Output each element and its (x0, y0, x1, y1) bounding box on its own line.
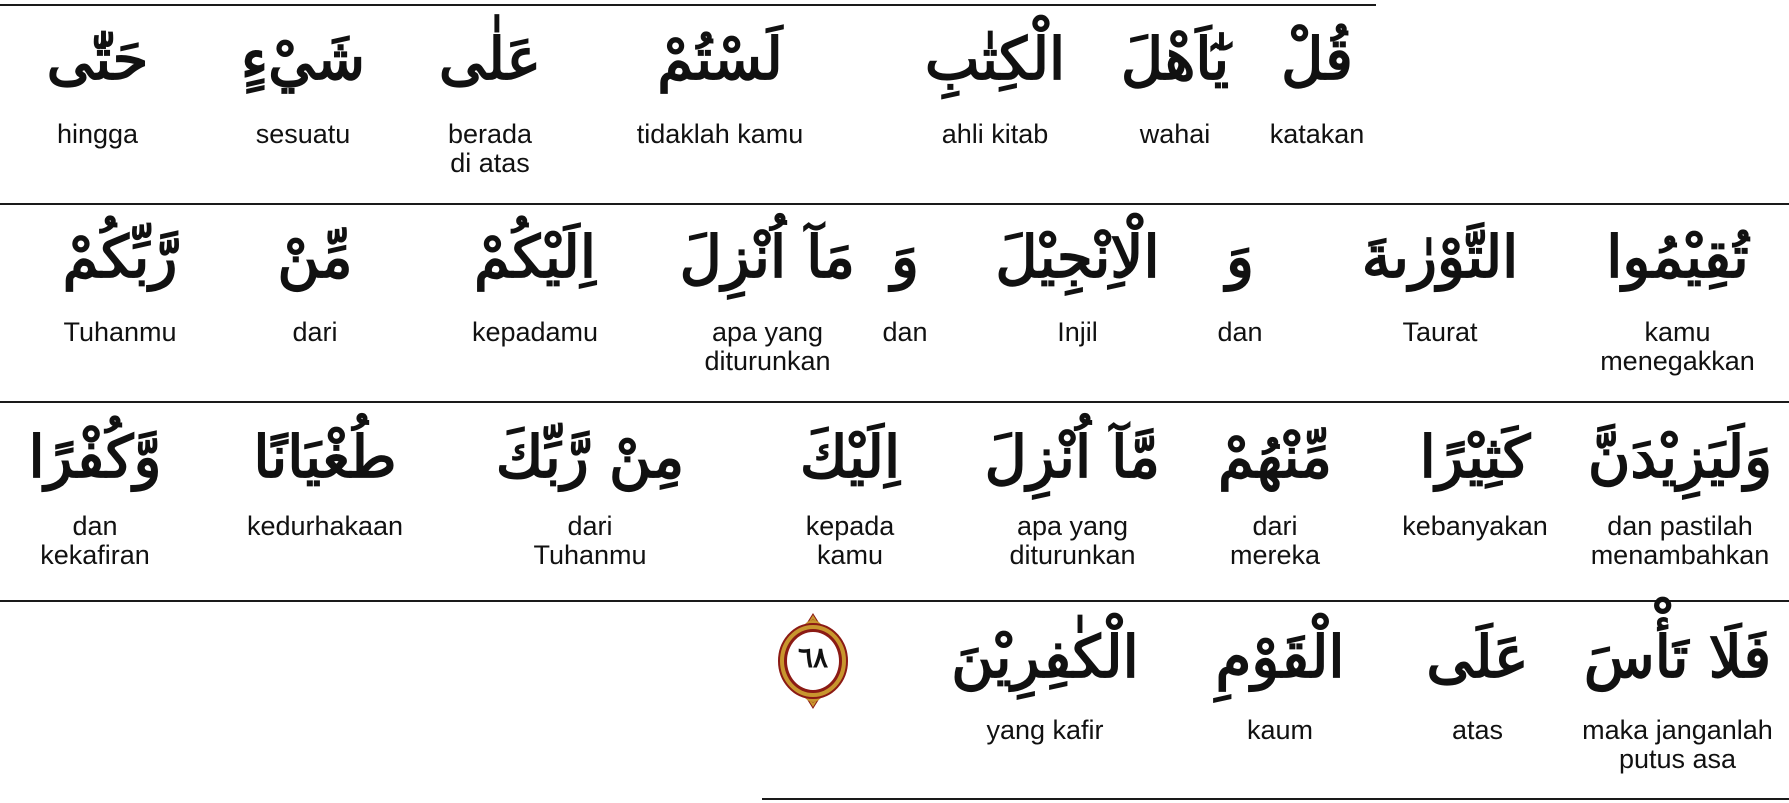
arabic-word: اِلَيْكُمْ (474, 223, 596, 291)
translation-text: atas (1451, 715, 1504, 745)
translation-text: dari (292, 317, 338, 347)
arabic-word: التَّوْرٰىةَ (1361, 223, 1519, 291)
word-cell (265, 223, 365, 347)
word-cell (420, 25, 560, 179)
translation-text: dari mereka (1229, 511, 1321, 571)
word-cell (620, 25, 820, 149)
arabic-word: الْكِتٰبِ (924, 25, 1066, 93)
word-cell (1252, 25, 1382, 149)
word-cell (1100, 25, 1250, 149)
arabic-word: مِّنْهُمْ (1218, 423, 1332, 491)
translation-text: Taurat (1402, 317, 1478, 347)
word-cell (1410, 623, 1545, 745)
word-cell (920, 623, 1170, 745)
arabic-word: وَّكُفْرًا (28, 423, 162, 491)
word-cell (490, 423, 690, 571)
arabic-word: رَّبِّكُمْ (62, 223, 178, 291)
word-cell (1570, 623, 1785, 775)
word-cell (679, 223, 855, 377)
word-cell (420, 223, 650, 347)
divider-top (0, 4, 1376, 6)
arabic-word: قُلْ (1281, 25, 1353, 93)
translation-text: kamu menegakkan (1600, 317, 1755, 377)
arabic-word: وَلَيَزِيْدَنَّ (1587, 423, 1773, 491)
word-cell (890, 25, 1100, 149)
translation-text: Injil (1057, 317, 1098, 347)
word-cell (865, 223, 945, 347)
arabic-word: طُغْيَانًا (253, 423, 397, 491)
arabic-word: شَيْءٍ (240, 25, 366, 93)
word-cell (235, 423, 415, 541)
arabic-word: تُقِيْمُوا (1606, 223, 1749, 291)
translation-text: kebanyakan (1402, 511, 1548, 541)
word-cell (30, 25, 165, 149)
divider-2 (0, 401, 1789, 403)
word-cell (1390, 423, 1560, 541)
arabic-word: فَلَا تَأْسَ (1583, 623, 1772, 691)
translation-text: hingga (56, 119, 139, 149)
verse-number: ٦٨ (797, 641, 829, 674)
word-cell (1195, 623, 1365, 745)
arabic-word: مَآ اُنْزِلَ (679, 223, 855, 291)
arabic-word: الْاِنْجِيْلَ (995, 223, 1160, 291)
arabic-word: يٰٓاَهْلَ (1120, 25, 1230, 93)
arabic-word: اِلَيْكَ (799, 423, 901, 491)
divider-3 (0, 600, 1789, 602)
arabic-word: وَ (890, 223, 919, 291)
arabic-word: وَ (1225, 223, 1254, 291)
translation-text: berada di atas (447, 119, 533, 179)
translation-text: apa yang diturunkan (704, 317, 831, 377)
translation-text: apa yang diturunkan (1009, 511, 1136, 571)
arabic-word: عَلٰى (438, 25, 542, 93)
word-cell (775, 423, 925, 571)
word-cell (1340, 223, 1540, 347)
arabic-word: لَسْتُمْ (657, 25, 783, 93)
word-cell (20, 423, 170, 571)
verse-end-marker (777, 612, 849, 710)
word-cell (984, 423, 1160, 571)
translation-text: kedurhakaan (246, 511, 404, 541)
word-cell (45, 223, 195, 347)
word-cell (1195, 423, 1355, 571)
arabic-word: عَلَى (1426, 623, 1529, 691)
word-cell (233, 25, 373, 149)
word-cell (1575, 423, 1785, 571)
translation-text: dan (882, 317, 928, 347)
translation-text: dan pastilah menambahkan (1590, 511, 1770, 571)
arabic-word: مَّآ اُنْزِلَ (984, 423, 1160, 491)
arabic-word: الْكٰفِرِيْنَ (951, 623, 1139, 691)
word-cell (1195, 223, 1285, 347)
word-cell (975, 223, 1180, 347)
translation-text: dan (1217, 317, 1263, 347)
arabic-word: كَثِيْرًا (1419, 423, 1531, 491)
arabic-word: مِنْ رَّبِّكَ (495, 423, 685, 491)
arabic-word: مِّنْ (277, 223, 353, 291)
translation-text: Tuhanmu (63, 317, 177, 347)
translation-text: dan kekafiran (40, 511, 150, 571)
translation-text: kepadamu (471, 317, 599, 347)
divider-bottom (762, 798, 1789, 800)
divider-1 (0, 203, 1789, 205)
translation-text: katakan (1269, 119, 1365, 149)
translation-text: ahli kitab (941, 119, 1049, 149)
translation-text: yang kafir (986, 715, 1104, 745)
translation-text: kepada kamu (805, 511, 895, 571)
arabic-word: الْقَوْمِ (1215, 623, 1345, 691)
word-cell (1570, 223, 1785, 377)
translation-text: sesuatu (255, 119, 351, 149)
translation-text: wahai (1139, 119, 1211, 149)
translation-text: dari Tuhanmu (533, 511, 647, 571)
translation-text: maka janganlah putus asa (1582, 715, 1773, 775)
translation-text: tidaklah kamu (636, 119, 804, 149)
translation-text: kaum (1246, 715, 1314, 745)
arabic-word: حَتّٰى (46, 25, 149, 93)
